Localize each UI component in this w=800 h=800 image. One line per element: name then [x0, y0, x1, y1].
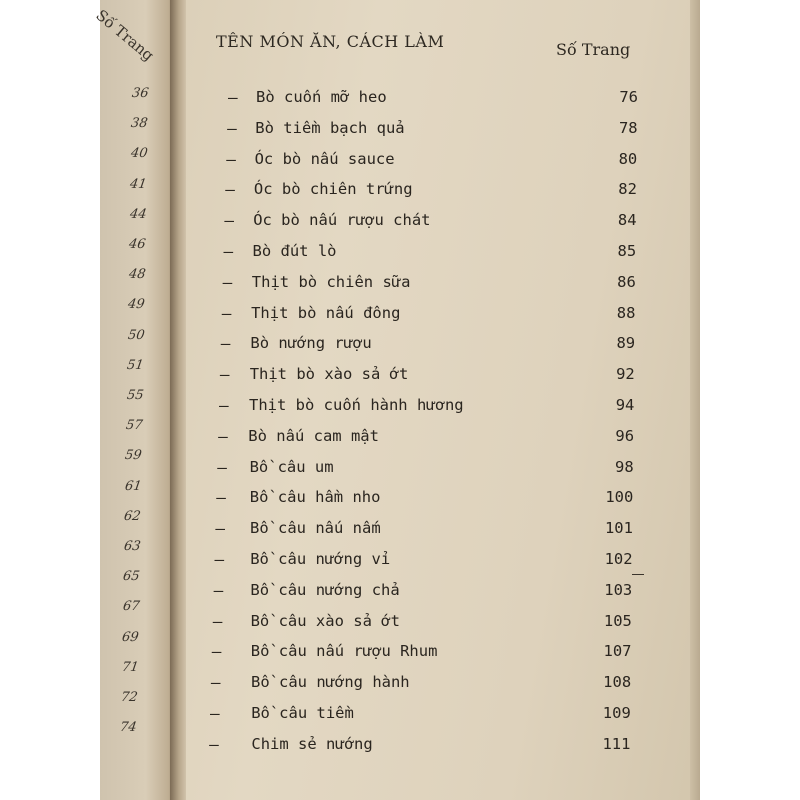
- list-item: [186, 396, 686, 420]
- dish-name: Thịt bò xào sả ớt: [249, 365, 409, 384]
- page-number: 111: [602, 734, 631, 753]
- column-page-header: Số Trang: [556, 40, 631, 59]
- left-page-number: 50: [126, 327, 146, 343]
- left-page-number: 51: [125, 357, 145, 373]
- left-page-number: 67: [121, 599, 141, 615]
- entry-dash: —: [211, 642, 222, 662]
- left-page-number: 69: [121, 629, 140, 645]
- entry-dash: —: [212, 611, 223, 631]
- left-page: [92, 0, 176, 800]
- dish-name: Bồ câu nướng hành: [251, 673, 410, 692]
- dish-name: Bồ câu nướng chả: [250, 580, 400, 599]
- dish-name: Bồ câu tiềm: [251, 704, 354, 722]
- list-item: [186, 211, 686, 235]
- dish-name: Bồ câu hầm nho: [249, 488, 381, 507]
- entry-dash: —: [220, 334, 231, 354]
- left-page-number: 72: [119, 690, 139, 705]
- list-item: [186, 673, 686, 697]
- entry-dash: —: [225, 180, 235, 200]
- list-item: [186, 581, 686, 605]
- page-number: 96: [615, 426, 635, 445]
- dish-name: Thịt bò nấu đông: [251, 303, 401, 322]
- list-item: [186, 458, 686, 482]
- dish-name: Bồ câu nướng vỉ: [250, 550, 391, 568]
- dish-name: Bồ câu xào sả ớt: [250, 611, 400, 630]
- page-number: 78: [618, 118, 638, 137]
- list-item: [186, 273, 686, 297]
- list-item: [186, 242, 686, 266]
- entry-dash: —: [228, 88, 238, 107]
- page-number: 82: [618, 180, 637, 199]
- entry-dash: —: [215, 519, 226, 539]
- entry-dash: —: [222, 272, 233, 292]
- entry-dash: —: [223, 242, 234, 261]
- entry-dash: —: [209, 734, 219, 754]
- page-number: 94: [615, 396, 635, 414]
- left-page-number: 46: [128, 237, 147, 252]
- list-item: [186, 88, 686, 112]
- left-page-number: 59: [124, 448, 143, 464]
- page-number: 85: [617, 242, 637, 260]
- left-page-number: 71: [120, 659, 140, 675]
- dish-name: Bò cuốn mỡ heo: [256, 88, 387, 106]
- dish-name: Bồ câu nấu nấm: [250, 519, 381, 538]
- entry-dash: —: [227, 118, 237, 138]
- entry-dash: —: [213, 580, 224, 600]
- entry-dash: —: [217, 457, 227, 477]
- page-number: 108: [603, 673, 632, 692]
- left-page-number: 40: [129, 146, 149, 162]
- list-item: [186, 642, 686, 666]
- entry-dash: —: [221, 303, 232, 323]
- dish-name: Bò nướng rượu: [250, 334, 372, 353]
- list-item: [186, 488, 686, 512]
- left-page-number: 38: [130, 116, 150, 132]
- page-number: 98: [615, 457, 634, 476]
- left-page-number: 41: [129, 176, 148, 192]
- dish-name: Bò đút lò: [252, 242, 337, 260]
- page-edge: [690, 0, 700, 800]
- list-item: [186, 427, 686, 451]
- list-item: [186, 180, 686, 204]
- left-page-header: Số Trang: [92, 6, 158, 65]
- page-number: 107: [603, 642, 632, 661]
- page-number: 76: [619, 88, 638, 106]
- page-number: 103: [604, 580, 633, 599]
- page-number: 84: [617, 211, 637, 230]
- list-item: [186, 735, 686, 759]
- list-item: [186, 612, 686, 636]
- page-number: 92: [616, 365, 635, 384]
- left-page-number: 63: [122, 539, 142, 554]
- entry-dash: —: [218, 426, 228, 446]
- dish-name: Bồ câu nấu rượu Rhum: [250, 642, 438, 661]
- entry-dash: —: [219, 365, 230, 385]
- list-item: [186, 150, 686, 174]
- dish-name: Thịt bò chiên sữa: [251, 272, 411, 291]
- column-title: TÊN MÓN ĂN, CÁCH LÀM: [216, 32, 445, 51]
- entry-dash: —: [210, 673, 221, 693]
- right-page: [186, 0, 700, 800]
- page-number: 105: [603, 611, 632, 630]
- left-page-number: 62: [123, 508, 142, 524]
- entry-dash: —: [216, 488, 226, 508]
- page-number: 109: [602, 704, 631, 722]
- dish-name: Óc bò nấu sauce: [254, 149, 395, 168]
- dish-name: Óc bò nấu rượu chát: [253, 211, 431, 230]
- left-page-number: 61: [123, 478, 143, 494]
- dish-name: Thịt bò cuốn hành hương: [249, 396, 464, 414]
- entry-dash: —: [224, 211, 235, 231]
- dish-name: Óc bò chiên trứng: [253, 180, 413, 199]
- left-page-number: 44: [128, 206, 148, 222]
- dish-name: Bồ câu um: [249, 457, 334, 476]
- left-page-number: 65: [122, 569, 141, 585]
- left-page-number: 57: [124, 418, 144, 434]
- page-number: 80: [618, 149, 638, 168]
- entry-dash: —: [226, 149, 236, 169]
- list-item: [186, 119, 686, 143]
- list-item: [186, 550, 686, 574]
- list-item: [186, 519, 686, 543]
- entry-dash: —: [214, 550, 225, 569]
- page-number: 89: [616, 334, 636, 353]
- dish-name: Chim sẻ nướng: [251, 734, 373, 753]
- list-item: [186, 334, 686, 358]
- left-page-number: 49: [127, 297, 146, 313]
- page-number: 88: [616, 303, 636, 322]
- left-page-number: 48: [127, 267, 147, 283]
- list-item: [186, 704, 686, 728]
- page-number: 100: [605, 488, 634, 507]
- list-item: [186, 365, 686, 389]
- left-page-number: 55: [125, 388, 145, 403]
- list-item: [186, 304, 686, 328]
- page-number: 86: [617, 272, 636, 291]
- dish-name: Bò nấu cam mật: [248, 426, 379, 445]
- page-number: 102: [604, 550, 633, 568]
- left-page-number: 36: [130, 86, 150, 101]
- entry-dash: —: [219, 396, 229, 415]
- entry-dash: —: [210, 704, 220, 723]
- pen-mark: [632, 574, 644, 575]
- dish-name: Bò tiềm bạch quả: [255, 118, 405, 137]
- left-page-number: 74: [119, 720, 139, 736]
- page-number: 101: [604, 519, 633, 538]
